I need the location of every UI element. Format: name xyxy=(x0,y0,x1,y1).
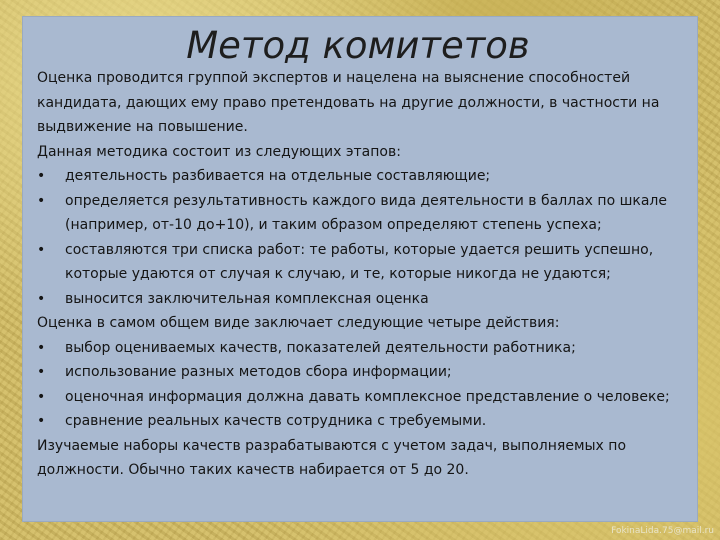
list-item-action: • оценочная информация должна давать комплексное представление о человеке; xyxy=(37,385,687,410)
list-item-action: • выбор оцениваемых качеств, показателей деятельности работника; xyxy=(37,336,687,361)
bullet-icon: • xyxy=(37,339,46,356)
bullet-icon: • xyxy=(37,290,46,307)
list-item-action: • сравнение реальных качеств сотрудника с требуемыми. xyxy=(37,409,687,434)
list-item-stage: • деятельность разбивается на отдельные составляющие; xyxy=(37,164,687,189)
bullet-icon: • xyxy=(37,413,46,429)
bullet-icon: • xyxy=(37,388,46,405)
watermark: FokinaLida.75@mail.ru xyxy=(611,526,714,536)
list-item-stage: • составляются три списка работ: те работы, которые удается решить успешно, которые удаются от случая к случаю, и те, которые никогда не удаются; xyxy=(37,238,687,287)
stages-intro: Данная методика состоит из следующих этапов: xyxy=(37,143,401,160)
intro-paragraph: Оценка проводится группой экспертов и нацелена на выяснение способностей кандидата, дающих ему право претендовать на другие должности, в частности на выдвижение на повышение. xyxy=(37,70,660,135)
bullet-icon: • xyxy=(37,241,46,258)
conclusion-paragraph: Изучаемые наборы качеств разрабатываются с учетом задач, выполняемых по должности. Обычно таких качеств набирается от 5 до 20. xyxy=(37,437,627,478)
list-item-stage: • выносится заключительная комплексная оценка xyxy=(37,287,687,312)
list-item-action: • использование разных методов сбора информации; xyxy=(37,360,687,385)
bullet-icon: • xyxy=(37,168,46,184)
bullet-icon: • xyxy=(37,364,46,380)
slide-body xyxy=(37,66,687,483)
slide-title: Метод комитетов xyxy=(186,24,530,67)
actions-intro: Оценка в самом общем виде заключает следующие четыре действия: xyxy=(37,315,560,331)
bullet-icon: • xyxy=(37,192,46,209)
list-item-stage: • определяется результативность каждого вида деятельности в баллах по шкале (например, от-10 до+10), и таким образом определяют степень успеха; xyxy=(37,189,687,238)
